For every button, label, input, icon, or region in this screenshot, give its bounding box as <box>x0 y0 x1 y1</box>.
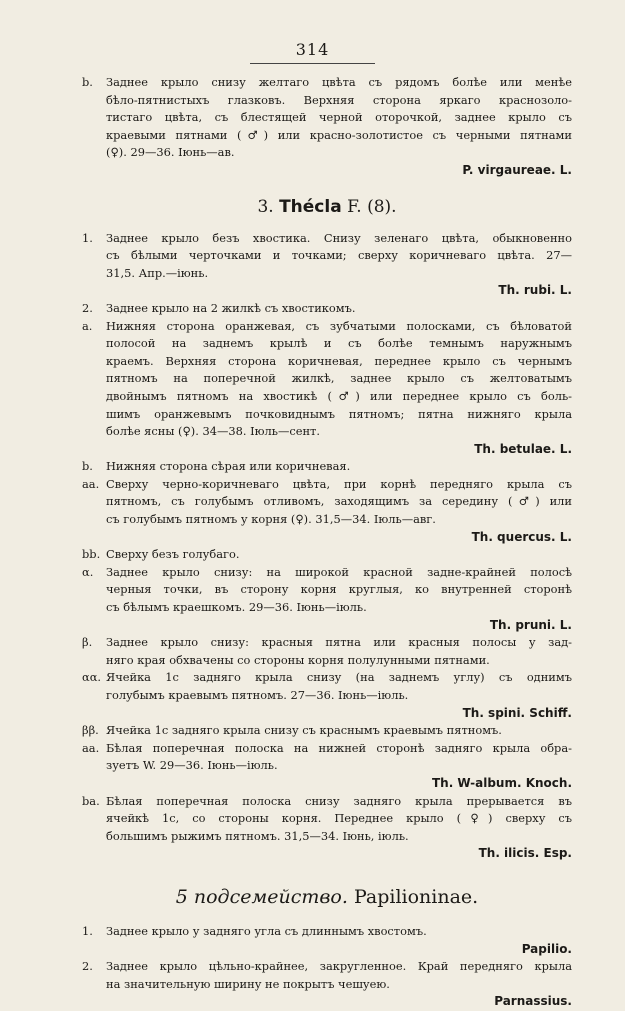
entry-line: 31,5. Апр.—іюнь. <box>106 265 209 280</box>
entry-line: Ячейка 1с задняго крыла снизу (на заднемъ углу) съ однимъ <box>106 670 572 685</box>
entry-marker: b. <box>82 75 93 89</box>
section-author: F. <box>347 196 362 217</box>
species-name: Th. quercus. L. <box>471 529 572 544</box>
species-name: Th. W-album. Knoch. <box>431 775 572 790</box>
entry-line: бѣло-пятнистыхъ глазковъ. Верхняя сторона яркаго краснозоло- <box>106 92 572 107</box>
entry-line: тистаго цвѣта, съ блестящей черной оторочкой, заднее крыло съ <box>106 110 572 125</box>
key-entry <box>82 958 572 1011</box>
entry-line: Заднее крыло на 2 жилкѣ съ хвостикомъ. <box>106 300 356 315</box>
key-entry <box>82 722 572 740</box>
section-genus: Thécla <box>279 196 342 217</box>
entry-line: черныя точки, въ сторону корня круглыя, ко внутренней сторонѣ <box>106 582 572 597</box>
key-entry <box>82 634 572 669</box>
key-entry <box>82 74 572 180</box>
entry-marker: 1. <box>82 923 93 938</box>
species-name: P. virgaureae. L. <box>462 162 572 177</box>
key-entry <box>82 564 572 634</box>
species-name: Parnassius. <box>494 994 572 1009</box>
key-text <box>82 74 572 1011</box>
entry-line: Заднее крыло цѣльно-крайнее, закругленное. Край передняго крыла <box>106 959 572 974</box>
entry-line: зуетъ W. 29—36. Іюнь—іюль. <box>106 758 278 773</box>
page-number-rule <box>250 63 375 64</box>
entry-line: Заднее крыло у задняго угла съ длиннымъ хвостомъ. <box>106 923 427 938</box>
entry-line: Бѣлая поперечная полоска на нижней сторонѣ задняго крыла обра- <box>106 740 572 755</box>
entry-line: съ бѣлымъ краешкомъ. 29—36. Іюнь—іюль. <box>106 600 367 615</box>
entry-line: няго края обхвачены со стороны корня полулунными пятнами. <box>106 652 490 667</box>
entry-line: шимъ оранжевымъ почковиднымъ пятномъ; пятна нижняго крыла <box>106 406 572 421</box>
key-entry <box>82 476 572 546</box>
entry-line: Заднее крыло снизу желтаго цвѣта съ рядомъ болѣе или менѣе <box>106 75 572 89</box>
entry-line: Сверху безъ голубаго. <box>106 547 240 562</box>
entry-line: краемъ. Верхняя сторона коричневая, переднее крыло съ чернымъ <box>106 353 572 368</box>
subfamily-heading <box>82 885 572 909</box>
entry-marker: ba. <box>82 793 100 808</box>
key-entry <box>82 458 572 476</box>
section-number: 3. <box>257 196 274 217</box>
entry-line: Заднее крыло безъ хвостика. Снизу зеленаго цвѣта, обыкновенно <box>106 230 572 245</box>
key-entry <box>82 793 572 863</box>
subfamily-label: 5 подсемейство. <box>175 885 348 908</box>
entry-line: Нижняя сторона сѣрая или коричневая. <box>106 459 351 474</box>
entry-line: болѣе ясны (♀). 34—38. Іюль—сент. <box>106 424 320 439</box>
species-name: Th. betulae. L. <box>474 441 572 456</box>
entry-marker: aa. <box>82 476 100 491</box>
entry-line: (♀). 29—36. Іюнь—ав. <box>106 145 235 160</box>
section-count: (8). <box>367 196 397 217</box>
species-name: Th. spini. Schiff. <box>462 705 572 720</box>
key-entry <box>82 669 572 722</box>
entry-marker: 2. <box>82 300 93 315</box>
entry-marker: α. <box>82 564 94 579</box>
species-name: Th. ilicis. Esp. <box>478 846 572 861</box>
entry-marker: b. <box>82 459 93 474</box>
entry-marker: aa. <box>82 740 100 755</box>
key-entry <box>82 546 572 564</box>
page-number: 314 <box>295 40 330 59</box>
entry-marker: ββ. <box>82 723 99 738</box>
entry-line: двойнымъ пятномъ на хвостикѣ (♂) или переднее крыло съ боль- <box>106 388 572 403</box>
entry-line: Нижняя сторона оранжевая, съ зубчатыми полосками, съ бѣловатой <box>106 318 572 333</box>
entry-marker: β. <box>82 635 93 650</box>
entry-line: пятномъ, съ голубымъ отливомъ, заходящимъ за середину (♂) или <box>106 494 572 509</box>
key-entry <box>82 740 572 793</box>
key-entry <box>82 300 572 318</box>
entry-line: на значительную ширину не покрытъ чешуею. <box>106 976 390 991</box>
entry-line: Ячейка 1с задняго крыла снизу съ краснымъ краевымъ пятномъ. <box>106 723 502 738</box>
entry-marker: a. <box>82 318 93 333</box>
entry-marker: bb. <box>82 547 101 562</box>
key-entry <box>82 923 572 958</box>
entry-line: съ голубымъ пятномъ у корня (♀). 31,5—34. Іюль—авг. <box>106 512 436 527</box>
entries-thecla-block <box>82 230 572 863</box>
entry-line: Заднее крыло снизу: красныя пятна или красныя полосы у зад- <box>106 635 572 650</box>
entry-line: съ бѣлыми черточками и точками; сверху коричневаго цвѣта. 27— <box>106 248 572 263</box>
entries-top-block <box>82 74 572 180</box>
entry-marker: 1. <box>82 230 93 245</box>
species-name: Th. rubi. L. <box>498 283 572 298</box>
entries-papilio-block <box>82 923 572 1011</box>
entry-line: пятномъ на поперечной жилкѣ, заднее крыло съ желтоватымъ <box>106 371 572 386</box>
entry-line: голубымъ краевымъ пятномъ. 27—36. Іюнь—іюль. <box>106 688 409 702</box>
species-name: Th. pruni. L. <box>489 617 572 632</box>
entry-marker: 2. <box>82 959 93 974</box>
entry-line: Сверху черно-коричневаго цвѣта, при корнѣ передняго крыла съ <box>106 476 572 491</box>
entry-line: Заднее крыло снизу: на широкой красной задне-крайней полосѣ <box>106 564 572 579</box>
section-heading-thecla <box>82 196 572 218</box>
key-entry <box>82 318 572 459</box>
entry-line: Бѣлая поперечная полоска снизу задняго крыла прерывается въ <box>106 793 572 808</box>
key-entry <box>82 230 572 300</box>
entry-line: большимъ рыжимъ пятномъ. 31,5—34. Іюнь, іюль. <box>106 828 409 843</box>
entry-line: ячейкѣ 1с, со стороны корня. Переднее крыло (♀) сверху съ <box>106 811 572 826</box>
species-name: Papilio. <box>521 941 572 956</box>
entry-marker: αα. <box>82 670 102 685</box>
entry-line: краевыми пятнами (♂) или красно-золотистое съ черными пятнами <box>106 127 572 142</box>
entry-line: полосой на заднемъ крылѣ и съ болѣе темнымъ наружнымъ <box>106 336 572 351</box>
subfamily-name: Papilioninae. <box>353 885 479 908</box>
